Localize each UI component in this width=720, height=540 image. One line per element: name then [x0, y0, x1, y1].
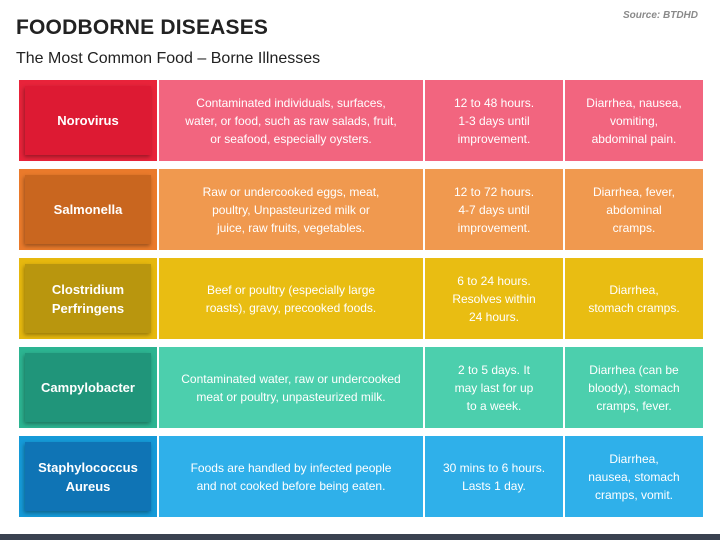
- disease-name-box: [25, 353, 151, 422]
- food-sources-cell: [158, 346, 424, 429]
- onset-cell: [424, 346, 564, 429]
- page-subtitle: The Most Common Food – Borne Illnesses: [16, 50, 321, 67]
- symptoms-text: Diarrhea, nausea, stomach cramps, vomit.: [588, 451, 680, 502]
- symptoms-cell: [564, 346, 704, 429]
- disease-name-box: [25, 86, 151, 155]
- table-row: [18, 257, 704, 340]
- disease-cell: [18, 168, 158, 251]
- symptoms-cell: [564, 168, 704, 251]
- disease-name: Staphylococcus Aureus: [38, 459, 138, 494]
- onset-text: 12 to 48 hours. 1-3 days until improvement.: [453, 95, 535, 146]
- food-sources-text: Raw or undercooked eggs, meat, poultry, Unpasteurized milk or juice, raw fruits, vegetables.: [202, 184, 380, 235]
- onset-cell: [424, 168, 564, 251]
- table-row: [18, 346, 704, 429]
- disease-name: Campylobacter: [41, 380, 135, 395]
- symptoms-text: Diarrhea (can be bloody), stomach cramps, fever.: [588, 362, 680, 413]
- symptoms-cell: [564, 257, 704, 340]
- disease-cell: [18, 435, 158, 518]
- food-sources-cell: [158, 257, 424, 340]
- food-sources-cell: [158, 168, 424, 251]
- disease-name-box: [25, 264, 151, 333]
- disease-cell: [18, 79, 158, 162]
- disease-cell: [18, 257, 158, 340]
- disease-name-box: [25, 442, 151, 511]
- disease-name: Norovirus: [57, 113, 119, 128]
- symptoms-cell: [564, 79, 704, 162]
- onset-text: 30 mins to 6 hours. Lasts 1 day.: [442, 460, 546, 493]
- disease-name: Salmonella: [53, 202, 123, 217]
- disease-cell: [18, 346, 158, 429]
- onset-cell: [424, 257, 564, 340]
- symptoms-text: Diarrhea, stomach cramps.: [588, 282, 680, 315]
- onset-text: 12 to 72 hours. 4-7 days until improvement.: [453, 184, 535, 235]
- food-sources-cell: [158, 435, 424, 518]
- symptoms-cell: [564, 435, 704, 518]
- onset-cell: [424, 435, 564, 518]
- onset-cell: [424, 79, 564, 162]
- food-sources-text: Contaminated individuals, surfaces, water, or food, such as raw salads, fruit, or seafood, especially oysters.: [185, 95, 397, 146]
- disease-name: Clostridium Perfringens: [51, 281, 125, 316]
- symptoms-text: Diarrhea, nausea, vomiting, abdominal pain.: [586, 95, 682, 146]
- source-note: Source: BTDHD: [622, 10, 698, 21]
- onset-text: 2 to 5 days. It may last for up to a week.: [454, 362, 534, 413]
- onset-text: 6 to 24 hours. Resolves within 24 hours.: [452, 273, 536, 324]
- food-sources-text: Beef or poultry (especially large roasts), gravy, precooked foods.: [205, 282, 377, 315]
- page-title: FOODBORNE DISEASES: [16, 16, 269, 39]
- table-row: [18, 435, 704, 518]
- food-sources-text: Foods are handled by infected people and not cooked before being eaten.: [190, 460, 392, 493]
- disease-name-box: [25, 175, 151, 244]
- table-row: [18, 79, 704, 162]
- table-row: [18, 168, 704, 251]
- food-sources-text: Contaminated water, raw or undercooked meat or poultry, unpasteurized milk.: [181, 371, 401, 404]
- footer-bar: [0, 534, 720, 540]
- symptoms-text: Diarrhea, fever, abdominal cramps.: [592, 184, 676, 235]
- food-sources-cell: [158, 79, 424, 162]
